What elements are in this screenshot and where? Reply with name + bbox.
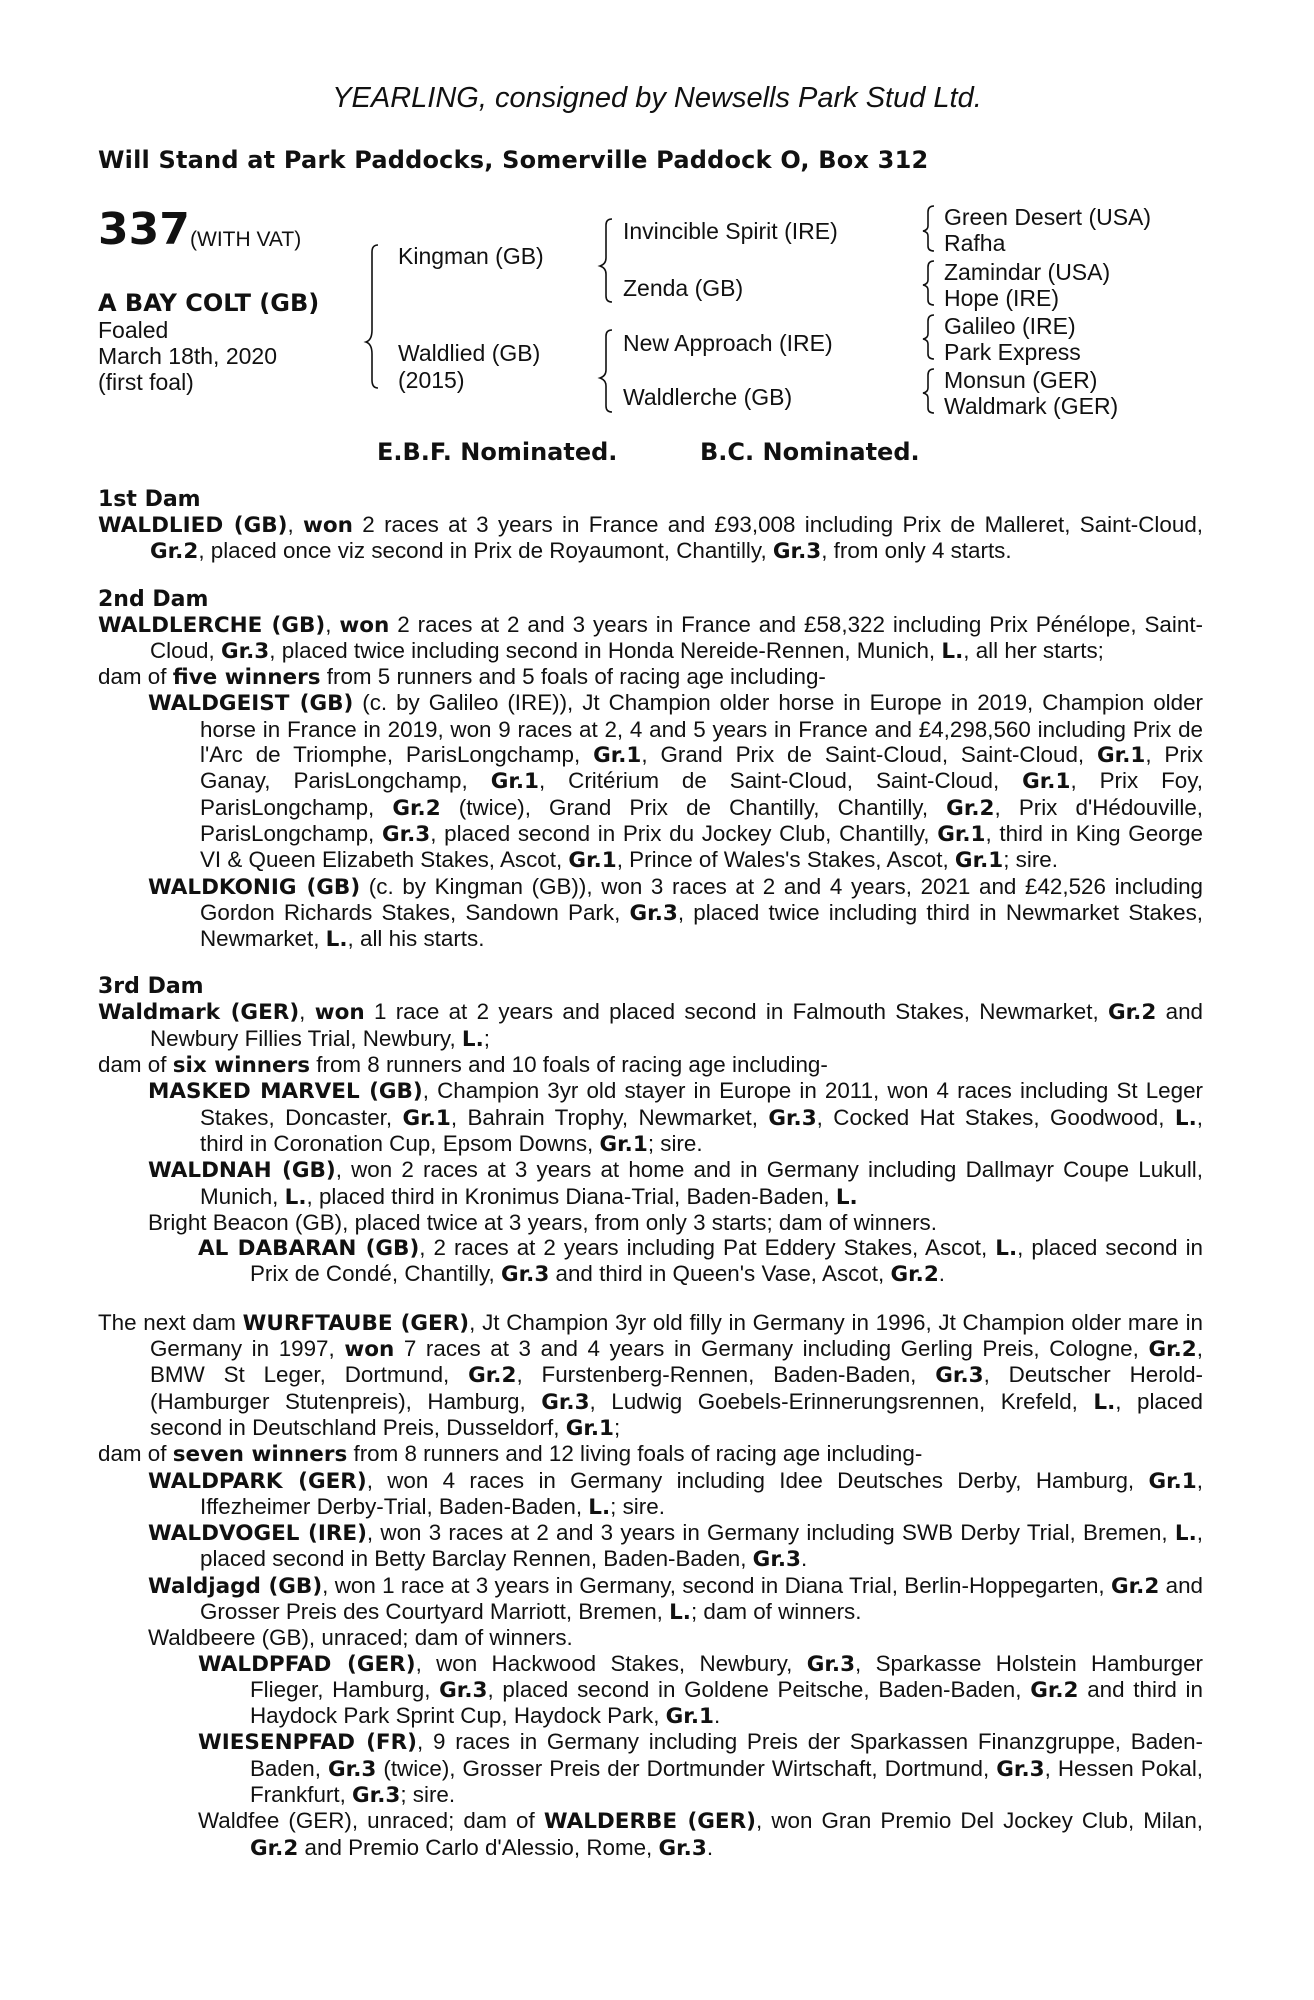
bold-run: won: [314, 1000, 365, 1026]
bold-run: Gr.3: [500, 1262, 550, 1288]
text-run: and Premio Carlo d'Alessio, Rome,: [298, 1834, 659, 1860]
bracket-g78: [923, 369, 934, 413]
bold-run: Gr.1: [565, 1415, 614, 1441]
bold-run: WALDLERCHE (GB): [98, 612, 326, 638]
text-run: ; sire.: [610, 1493, 665, 1519]
bold-run: Gr.2: [150, 539, 199, 565]
bold-run: Gr.1: [1097, 743, 1146, 769]
gg-1: Green Desert (USA): [944, 204, 1152, 230]
gg-2: Rafha: [944, 230, 1006, 256]
sire: Kingman (GB): [398, 243, 544, 269]
text-run: , placed second in Deutschland Preis, Dusseldorf,: [150, 1388, 1203, 1440]
bold-run: Gr.3: [328, 1756, 377, 1782]
text-run: The next dam: [98, 1309, 243, 1335]
bracket-sire: [600, 219, 612, 302]
gg-5: Galileo (IRE): [944, 313, 1076, 339]
foal-note: (first foal): [98, 369, 194, 395]
bold-run: L.: [284, 1184, 307, 1210]
dam-sire: New Approach (IRE): [623, 330, 833, 356]
bracket-g56: [923, 315, 934, 359]
text-run: , Cocked Hat Stakes, Goodwood,: [816, 1104, 1175, 1130]
text-run: .: [706, 1834, 714, 1860]
dam: Waldlied (GB): [398, 340, 541, 366]
text-run: ;: [483, 1025, 490, 1051]
text-run: .: [800, 1546, 808, 1572]
text-run: , won Hackwood Stakes, Newbury,: [415, 1650, 807, 1676]
text-run: ,: [325, 611, 340, 637]
text-run: dam of: [98, 1441, 173, 1467]
bold-run: seven winners: [172, 1442, 348, 1468]
text-run: and third in Haydock Park Sprint Cup, Haydock Park,: [250, 1676, 1203, 1729]
paragraph: [98, 1625, 1203, 1650]
text-run: , placed second in Goldene Peitsche, Baden-Baden,: [487, 1676, 1031, 1702]
bold-run: Gr.3: [772, 539, 822, 565]
paragraph: [98, 690, 1203, 873]
bold-run: L.: [1174, 1521, 1197, 1547]
text-run: , Prix Ganay, ParisLongchamp,: [200, 742, 1203, 794]
text-run: , Hessen Pokal, Frankfurt,: [250, 1755, 1204, 1808]
bold-run: Gr.1: [1148, 1468, 1197, 1494]
text-run: , Bahrain Trophy, Newmarket,: [450, 1104, 769, 1130]
gg-7: Monsun (GER): [944, 367, 1098, 393]
text-run: , Prix d'Hédouville, ParisLongchamp,: [200, 794, 1203, 846]
bold-run: WALDERBE (GER): [543, 1809, 757, 1835]
bold-run: WALDVOGEL (IRE): [148, 1521, 367, 1547]
lot-number: 337: [98, 204, 190, 255]
section: [98, 1310, 1203, 1861]
paragraph: [98, 1441, 1203, 1467]
family-body: [98, 487, 1203, 1861]
bold-run: Gr.2: [946, 795, 995, 821]
text-run: dam of: [98, 664, 173, 690]
bold-run: WALDPFAD (GER): [198, 1651, 416, 1677]
text-run: and Newbury Fillies Trial, Newbury,: [150, 999, 1203, 1051]
text-run: Waldbeere (GB), unraced; dam of winners.: [148, 1625, 573, 1651]
text-run: ; sire.: [400, 1782, 456, 1808]
text-run: , won 3 races at 2 and 3 years in Germany including SWB Derby Trial, Bremen,: [366, 1520, 1175, 1546]
bold-run: Gr.3: [996, 1756, 1045, 1782]
text-run: from 8 runners and 10 foals of racing age including-: [310, 1052, 828, 1078]
bold-run: Gr.2: [1108, 1000, 1157, 1026]
paragraph: [98, 1808, 1203, 1861]
text-run: ; sire.: [647, 1130, 703, 1156]
section-heading: 1st Dam: [98, 487, 201, 512]
bold-run: L.: [461, 1026, 484, 1052]
bold-run: WALDPARK (GER): [148, 1468, 367, 1494]
text-run: ; sire.: [1003, 847, 1058, 873]
bold-run: Gr.2: [1148, 1337, 1197, 1363]
text-run: , Grand Prix de Saint-Cloud, Saint-Cloud,: [641, 742, 1098, 768]
bold-run: Waldjagd (GB): [148, 1573, 323, 1599]
paragraph: [98, 1729, 1203, 1808]
bold-run: won: [344, 1337, 395, 1363]
bold-run: won: [303, 513, 353, 538]
text-run: , all his starts.: [347, 926, 485, 952]
text-run: , placed twice including second in Honda Nereide-Rennen, Munich,: [269, 637, 942, 663]
paragraph: [98, 1468, 1203, 1521]
bold-run: WALDKONIG (GB): [148, 874, 361, 900]
bold-run: WALDGEIST (GB): [148, 691, 354, 717]
bold-run: six winners: [172, 1053, 311, 1079]
text-run: 2 races at 3 years in France and £93,008 including Prix de Malleret, Saint-Cloud,: [352, 512, 1203, 537]
text-run: ;: [614, 1414, 621, 1440]
gg-8: Waldmark (GER): [944, 393, 1119, 419]
text-run: , Sparkasse Holstein Hamburger Flieger, Hamburg,: [250, 1650, 1203, 1702]
bold-run: Gr.3: [658, 1835, 707, 1861]
bracket-main: [366, 245, 378, 388]
dam-dam: Waldlerche (GB): [623, 384, 793, 410]
text-run: , Deutscher Herold-(Hamburger Stutenpreis), Hamburg,: [150, 1362, 1203, 1414]
bold-run: Gr.3: [352, 1783, 401, 1809]
text-run: , Ludwig Goebels-Erinnerungsrennen, Krefeld,: [589, 1388, 1094, 1414]
bold-run: Gr.2: [1030, 1677, 1079, 1703]
paragraph: [98, 874, 1203, 953]
text-run: 7 races at 3 and 4 years in Germany including Gerling Preis, Cologne,: [394, 1336, 1149, 1362]
text-run: (c. by Kingman (GB)), won 3 races at 2 and 4 years, 2021 and £42,526 including Gordon Richards Stakes, Sandown Park,: [200, 873, 1203, 925]
text-run: , third in Coronation Cup, Epsom Downs,: [200, 1104, 1203, 1156]
text-run: , Critérium de Saint-Cloud, Saint-Cloud,: [539, 768, 1023, 794]
text-run: , Prince of Wales's Stakes, Ascot,: [616, 847, 955, 873]
bold-run: Gr.3: [629, 900, 678, 926]
bold-run: WURFTAUBE (GER): [242, 1310, 470, 1336]
bold-run: Gr.1: [599, 1131, 648, 1157]
bold-run: five winners: [172, 665, 321, 691]
paragraph: [98, 1310, 1203, 1441]
text-run: ,: [287, 512, 304, 537]
text-run: from 8 runners and 12 living foals of racing age including-: [347, 1441, 923, 1467]
text-run: , Furstenberg-Rennen, Baden-Baden,: [516, 1362, 936, 1388]
bold-run: Gr.3: [220, 638, 270, 664]
text-run: , won Gran Premio Del Jockey Club, Milan,: [756, 1808, 1204, 1834]
bold-run: Gr.3: [439, 1677, 488, 1703]
text-run: (twice), Grosser Preis der Dortmunder Wirtschaft, Dortmund,: [376, 1755, 997, 1781]
bold-run: L.: [669, 1599, 691, 1625]
text-run: Bright Beacon (GB), placed twice at 3 years, from only 3 starts; dam of winners.: [148, 1209, 937, 1235]
text-run: , placed second in Prix de Condé, Chantilly,: [250, 1235, 1203, 1287]
bold-run: L.: [1093, 1389, 1116, 1415]
sire-dam: Zenda (GB): [623, 275, 744, 301]
paragraph: [98, 1052, 1203, 1078]
text-run: , placed third in Kronimus Diana-Trial, Baden-Baden,: [306, 1183, 836, 1209]
bold-run: Gr.3: [806, 1651, 856, 1677]
foaled-label: Foaled: [98, 317, 169, 343]
paragraph: [98, 612, 1203, 665]
section: [98, 487, 1203, 565]
ebf-nomination: E.B.F. Nominated.: [377, 438, 618, 466]
gg-3: Zamindar (USA): [944, 259, 1111, 285]
text-run: , won 1 race at 3 years in Germany, second in Diana Trial, Berlin-Hoppegarten,: [322, 1572, 1111, 1598]
paragraph: [98, 664, 1203, 690]
gg-6: Park Express: [944, 339, 1081, 365]
paragraph: [98, 1520, 1203, 1573]
text-run: and Grosser Preis des Courtyard Marriott, Bremen,: [200, 1572, 1203, 1624]
paragraph: [98, 1210, 1203, 1235]
text-run: , won 4 races in Germany including Idee Deutsches Derby, Hamburg,: [366, 1467, 1149, 1493]
bc-nomination: B.C. Nominated.: [700, 438, 920, 466]
text-run: 1 race at 2 years and placed second in Falmouth Stakes, Newmarket,: [364, 999, 1108, 1025]
text-run: from 5 runners and 5 foals of racing age including-: [320, 664, 826, 690]
paragraph: [98, 1235, 1203, 1288]
bold-run: Gr.1: [665, 1704, 714, 1730]
paragraph: [98, 1651, 1203, 1730]
bracket-g34: [923, 261, 934, 305]
bold-run: Gr.2: [890, 1262, 939, 1288]
bold-run: Waldmark (GER): [98, 1000, 300, 1026]
bold-run: MASKED MARVEL (GB): [148, 1079, 423, 1105]
foaled-date: March 18th, 2020: [98, 343, 278, 369]
bold-run: Gr.1: [402, 1105, 451, 1131]
text-run: dam of: [98, 1052, 173, 1078]
bold-run: Gr.3: [768, 1105, 817, 1131]
text-run: , all her starts;: [963, 637, 1104, 663]
bold-run: WALDLIED (GB): [98, 513, 288, 538]
bold-run: Gr.3: [752, 1547, 801, 1573]
paragraph: [98, 1573, 1203, 1626]
lot-title: A BAY COLT (GB): [98, 289, 320, 317]
bold-run: Gr.2: [250, 1835, 299, 1861]
bold-run: Gr.1: [593, 743, 642, 769]
paragraph: [98, 1157, 1203, 1210]
bold-run: Gr.3: [541, 1389, 590, 1415]
paragraph: [98, 1078, 1203, 1157]
text-run: , placed twice including third in Newmarket Stakes, Newmarket,: [200, 899, 1203, 952]
gg-4: Hope (IRE): [944, 285, 1060, 311]
paragraph: [98, 512, 1203, 565]
text-run: .: [938, 1261, 946, 1287]
section-heading: 3rd Dam: [98, 974, 204, 1000]
text-run: (twice), Grand Prix de Chantilly, Chantilly,: [440, 794, 947, 820]
bold-run: Gr.1: [954, 848, 1004, 874]
bold-run: Gr.3: [935, 1363, 984, 1389]
text-run: , Champion 3yr old stayer in Europe in 2011, won 4 races including St Leger Stakes, Doncaster,: [200, 1078, 1203, 1130]
bold-run: Gr.1: [1022, 769, 1071, 795]
text-run: , placed once viz second in Prix de Royaumont, Chantilly,: [198, 538, 773, 564]
text-run: ,: [299, 999, 315, 1025]
text-run: , placed second in Prix du Jockey Club, Chantilly,: [430, 820, 938, 846]
bold-run: WIESENPFAD (FR): [198, 1730, 417, 1756]
text-run: , from only 4 starts.: [821, 538, 1012, 564]
bold-run: Gr.2: [392, 795, 441, 821]
bold-run: Gr.1: [490, 769, 539, 795]
bold-run: L.: [995, 1236, 1018, 1262]
text-run: 2 races at 2 and 3 years in France and £58,322 including Prix Pénélope, Saint-Cloud,: [150, 611, 1203, 663]
text-run: and third in Queen's Vase, Ascot,: [549, 1261, 891, 1287]
text-run: ; dam of winners.: [690, 1598, 862, 1624]
section-heading: 2nd Dam: [98, 586, 209, 612]
bold-run: L.: [325, 927, 348, 953]
bold-run: L.: [588, 1494, 611, 1520]
text-run: , 9 races in Germany including Preis der Sparkassen Finanzgruppe, Baden-Baden,: [250, 1729, 1203, 1781]
text-run: , Iffezheimer Derby-Trial, Baden-Baden,: [200, 1467, 1203, 1519]
text-run: (c. by Galileo (IRE)), Jt Champion older horse in Europe in 2019, Champion older horse in France in 2019, won 9 races at 2, 4 and 5 years in France and £4,298,560 including Prix de l'Arc de Triomphe, ParisLongchamp,: [200, 690, 1203, 768]
bold-run: L.: [835, 1184, 858, 1210]
bold-run: Gr.2: [1110, 1573, 1160, 1599]
paragraph: [98, 999, 1203, 1052]
bold-run: won: [339, 612, 390, 638]
text-run: , placed second in Betty Barclay Rennen, Baden-Baden,: [200, 1520, 1203, 1572]
bracket-g12: [923, 206, 934, 251]
dam-year: (2015): [398, 367, 465, 393]
bold-run: Gr.3: [381, 821, 431, 847]
bracket-dam: [600, 330, 612, 412]
lot-vat: (WITH VAT): [190, 228, 302, 251]
section: [98, 974, 1203, 1287]
bold-run: L.: [1174, 1105, 1197, 1131]
bold-run: Gr.2: [468, 1363, 517, 1389]
text-run: , 2 races at 2 years including Pat Eddery Stakes, Ascot,: [419, 1235, 996, 1261]
text-run: , Jt Champion 3yr old filly in Germany in 1996, Jt Champion older mare in Germany in 1997,: [150, 1309, 1204, 1362]
text-run: , Prix Foy, ParisLongchamp,: [200, 768, 1204, 820]
section: [98, 587, 1203, 953]
text-run: , won 2 races at 3 years at home and in Germany including Dallmayr Coupe Lukull, Munich,: [200, 1157, 1204, 1209]
bold-run: L.: [941, 638, 964, 664]
bold-run: AL DABARAN (GB): [198, 1236, 420, 1262]
text-run: .: [713, 1703, 721, 1729]
bold-run: Gr.1: [568, 848, 617, 874]
text-run: , third in King George VI & Queen Elizabeth Stakes, Ascot,: [200, 820, 1203, 873]
stand-location: Will Stand at Park Paddocks, Somerville Paddock O, Box 312: [98, 146, 929, 174]
bold-run: WALDNAH (GB): [148, 1158, 336, 1184]
sire-sire: Invincible Spirit (IRE): [623, 218, 838, 244]
bold-run: Gr.1: [937, 821, 986, 847]
consignor-line: YEARLING, consigned by Newsells Park Stud Ltd.: [332, 82, 982, 114]
text-run: , BMW St Leger, Dortmund,: [150, 1336, 1203, 1388]
text-run: Waldfee (GER), unraced; dam of: [198, 1808, 544, 1834]
